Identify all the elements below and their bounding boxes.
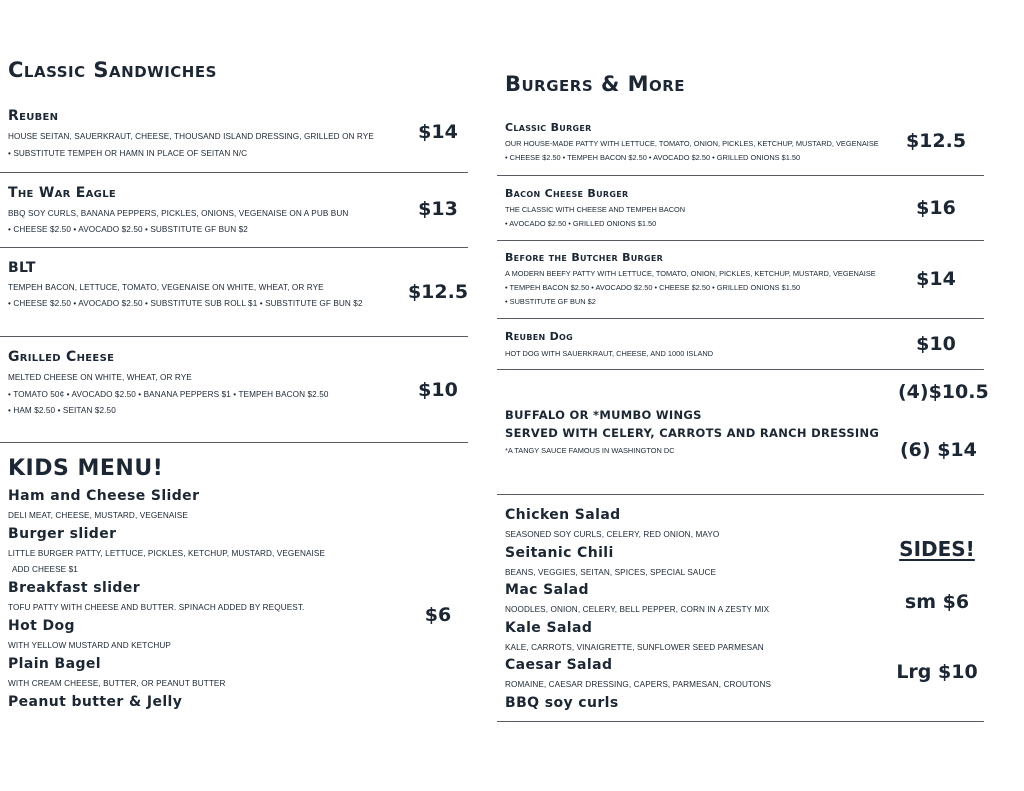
blt-options: • CHEESE $2.50 • AVOCADO $2.50 • SUBSTITUTE SUB ROLL $1 • SUBSTITUTE GF BUN $2 xyxy=(8,299,363,308)
sides-item-name: Chicken Salad xyxy=(505,507,621,523)
wings-price-4: (4)$10.5 xyxy=(898,381,989,403)
divider xyxy=(0,247,468,248)
sides-item-desc: KALE, CARROTS, VINAIGRETTE, SUNFLOWER SEED PARMESAN xyxy=(505,643,764,652)
sides-heading: SIDES! xyxy=(899,537,975,561)
sides-price-large: Lrg $10 xyxy=(896,661,978,683)
reuben-options: • SUBSTITUTE TEMPEH OR HAMN IN PLACE OF SEITAN N/C xyxy=(8,149,248,158)
burgers-heading: Burgers & More xyxy=(505,72,686,96)
kids-item-name: Burger slider xyxy=(8,526,117,542)
reuben-name: Reuben xyxy=(8,108,59,124)
sides-item-name: Kale Salad xyxy=(505,620,593,636)
grilled-cheese-desc: MELTED CHEESE ON WHITE, WHEAT, OR RYE xyxy=(8,373,192,382)
kids-item-name: Ham and Cheese Slider xyxy=(8,488,200,504)
kids-menu-heading: KIDS MENU! xyxy=(8,456,164,481)
kids-item-desc: TOFU PATTY WITH CHEESE AND BUTTER. SPINACH ADDED BY REQUEST. xyxy=(8,603,305,612)
bacon-cheese-burger-name: Bacon Cheese Burger xyxy=(505,187,629,200)
kids-menu-price: $6 xyxy=(424,604,452,626)
before-the-butcher-price: $14 xyxy=(916,268,956,290)
blt-price: $12.5 xyxy=(407,281,469,303)
sides-item-name: Caesar Salad xyxy=(505,657,613,673)
grilled-cheese-name: Grilled Cheese xyxy=(8,349,115,365)
kids-item-name: Hot Dog xyxy=(8,618,75,634)
war-eagle-price: $13 xyxy=(418,198,458,220)
reuben-price: $14 xyxy=(418,121,458,143)
reuben-dog-name: Reuben Dog xyxy=(505,330,574,343)
wings-name: BUFFALO OR *MUMBO WINGS xyxy=(505,408,702,422)
kids-item-desc: DELI MEAT, CHEESE, MUSTARD, VEGENAISE xyxy=(8,511,188,520)
divider xyxy=(497,721,984,722)
divider xyxy=(497,240,984,241)
divider xyxy=(497,175,984,176)
war-eagle-options: • CHEESE $2.50 • AVOCADO $2.50 • SUBSTITUTE GF BUN $2 xyxy=(8,225,248,234)
kids-item-desc: WITH CREAM CHEESE, BUTTER, OR PEANUT BUTTER xyxy=(8,679,226,688)
war-eagle-desc: BBQ SOY CURLS, BANANA PEPPERS, PICKLES, ONIONS, VEGENAISE ON A PUB BUN xyxy=(8,209,349,218)
sides-price-small: sm $6 xyxy=(904,591,970,613)
sides-item-name: Mac Salad xyxy=(505,582,589,598)
divider xyxy=(0,336,468,337)
kids-item-desc: WITH YELLOW MUSTARD AND KETCHUP xyxy=(8,641,171,650)
before-the-butcher-options-2: • SUBSTITUTE GF BUN $2 xyxy=(505,297,596,306)
before-the-butcher-name: Before the Butcher Burger xyxy=(505,251,664,264)
bacon-cheese-burger-options: • AVOCADO $2.50 • GRILLED ONIONS $1.50 xyxy=(505,219,657,228)
divider xyxy=(497,494,984,495)
kids-item-option: ADD CHEESE $1 xyxy=(12,565,78,574)
reuben-dog-desc: HOT DOG WITH SAUERKRAUT, CHEESE, AND 1000 ISLAND xyxy=(505,349,714,358)
wings-served-with: SERVED WITH CELERY, CARROTS AND RANCH DRESSING xyxy=(505,426,880,440)
sides-item-name: Seitanic Chili xyxy=(505,545,614,561)
classic-sandwiches-heading: Classic Sandwiches xyxy=(8,58,217,82)
sides-item-desc: BEANS, VEGGIES, SEITAN, SPICES, SPECIAL SAUCE xyxy=(505,568,717,577)
sides-item-name: BBQ soy curls xyxy=(505,695,619,711)
kids-item-name: Peanut butter & Jelly xyxy=(8,694,183,710)
before-the-butcher-options: • TEMPEH BACON $2.50 • AVOCADO $2.50 • CHEESE $2.50 • GRILLED ONIONS $1.50 xyxy=(505,283,801,292)
war-eagle-name: The War Eagle xyxy=(8,185,116,201)
classic-burger-name: Classic Burger xyxy=(505,121,592,134)
bacon-cheese-burger-price: $16 xyxy=(916,197,956,219)
reuben-desc: HOUSE SEITAN, SAUERKRAUT, CHEESE, THOUSAND ISLAND DRESSING, GRILLED ON RYE xyxy=(8,132,374,141)
bacon-cheese-burger-desc: THE CLASSIC WITH CHEESE AND TEMPEH BACON xyxy=(505,205,686,214)
kids-item-name: Breakfast slider xyxy=(8,580,141,596)
sides-item-desc: SEASONED SOY CURLS, CELERY, RED ONION, MAYO xyxy=(505,530,720,539)
wings-note: *A TANGY SAUCE FAMOUS IN WASHINGTON DC xyxy=(505,446,675,455)
divider xyxy=(0,442,468,443)
classic-burger-price: $12.5 xyxy=(905,130,967,152)
blt-desc: TEMPEH BACON, LETTUCE, TOMATO, VEGENAISE ON WHITE, WHEAT, OR RYE xyxy=(8,283,324,292)
wings-price-6: (6) $14 xyxy=(900,439,977,461)
grilled-cheese-options: • TOMATO 50¢ • AVOCADO $2.50 • BANANA PEPPERS $1 • TEMPEH BACON $2.50 xyxy=(8,390,329,399)
divider xyxy=(0,172,468,173)
kids-item-desc: LITTLE BURGER PATTY, LETTUCE, PICKLES, KETCHUP, MUSTARD, VEGENAISE xyxy=(8,549,326,558)
classic-burger-desc: OUR HOUSE-MADE PATTY WITH LETTUCE, TOMATO, ONION, PICKLES, KETCHUP, MUSTARD, VEGENAISE xyxy=(505,139,879,148)
classic-burger-options: • CHEESE $2.50 • TEMPEH BACON $2.50 • AVOCADO $2.50 • GRILLED ONIONS $1.50 xyxy=(505,153,801,162)
reuben-dog-price: $10 xyxy=(916,333,956,355)
divider xyxy=(497,369,984,370)
before-the-butcher-desc: A MODERN BEEFY PATTY WITH LETTUCE, TOMATO, ONION, PICKLES, KETCHUP, MUSTARD, VEGENAISE xyxy=(505,269,876,278)
divider xyxy=(497,318,984,319)
sides-item-desc: NOODLES, ONION, CELERY, BELL PEPPER, CORN IN A ZESTY MIX xyxy=(505,605,770,614)
kids-item-name: Plain Bagel xyxy=(8,656,101,672)
grilled-cheese-options-2: • HAM $2.50 • SEITAN $2.50 xyxy=(8,406,116,415)
blt-name: BLT xyxy=(8,260,36,276)
sides-item-desc: ROMAINE, CAESAR DRESSING, CAPERS, PARMESAN, CROUTONS xyxy=(505,680,772,689)
grilled-cheese-price: $10 xyxy=(418,379,458,401)
